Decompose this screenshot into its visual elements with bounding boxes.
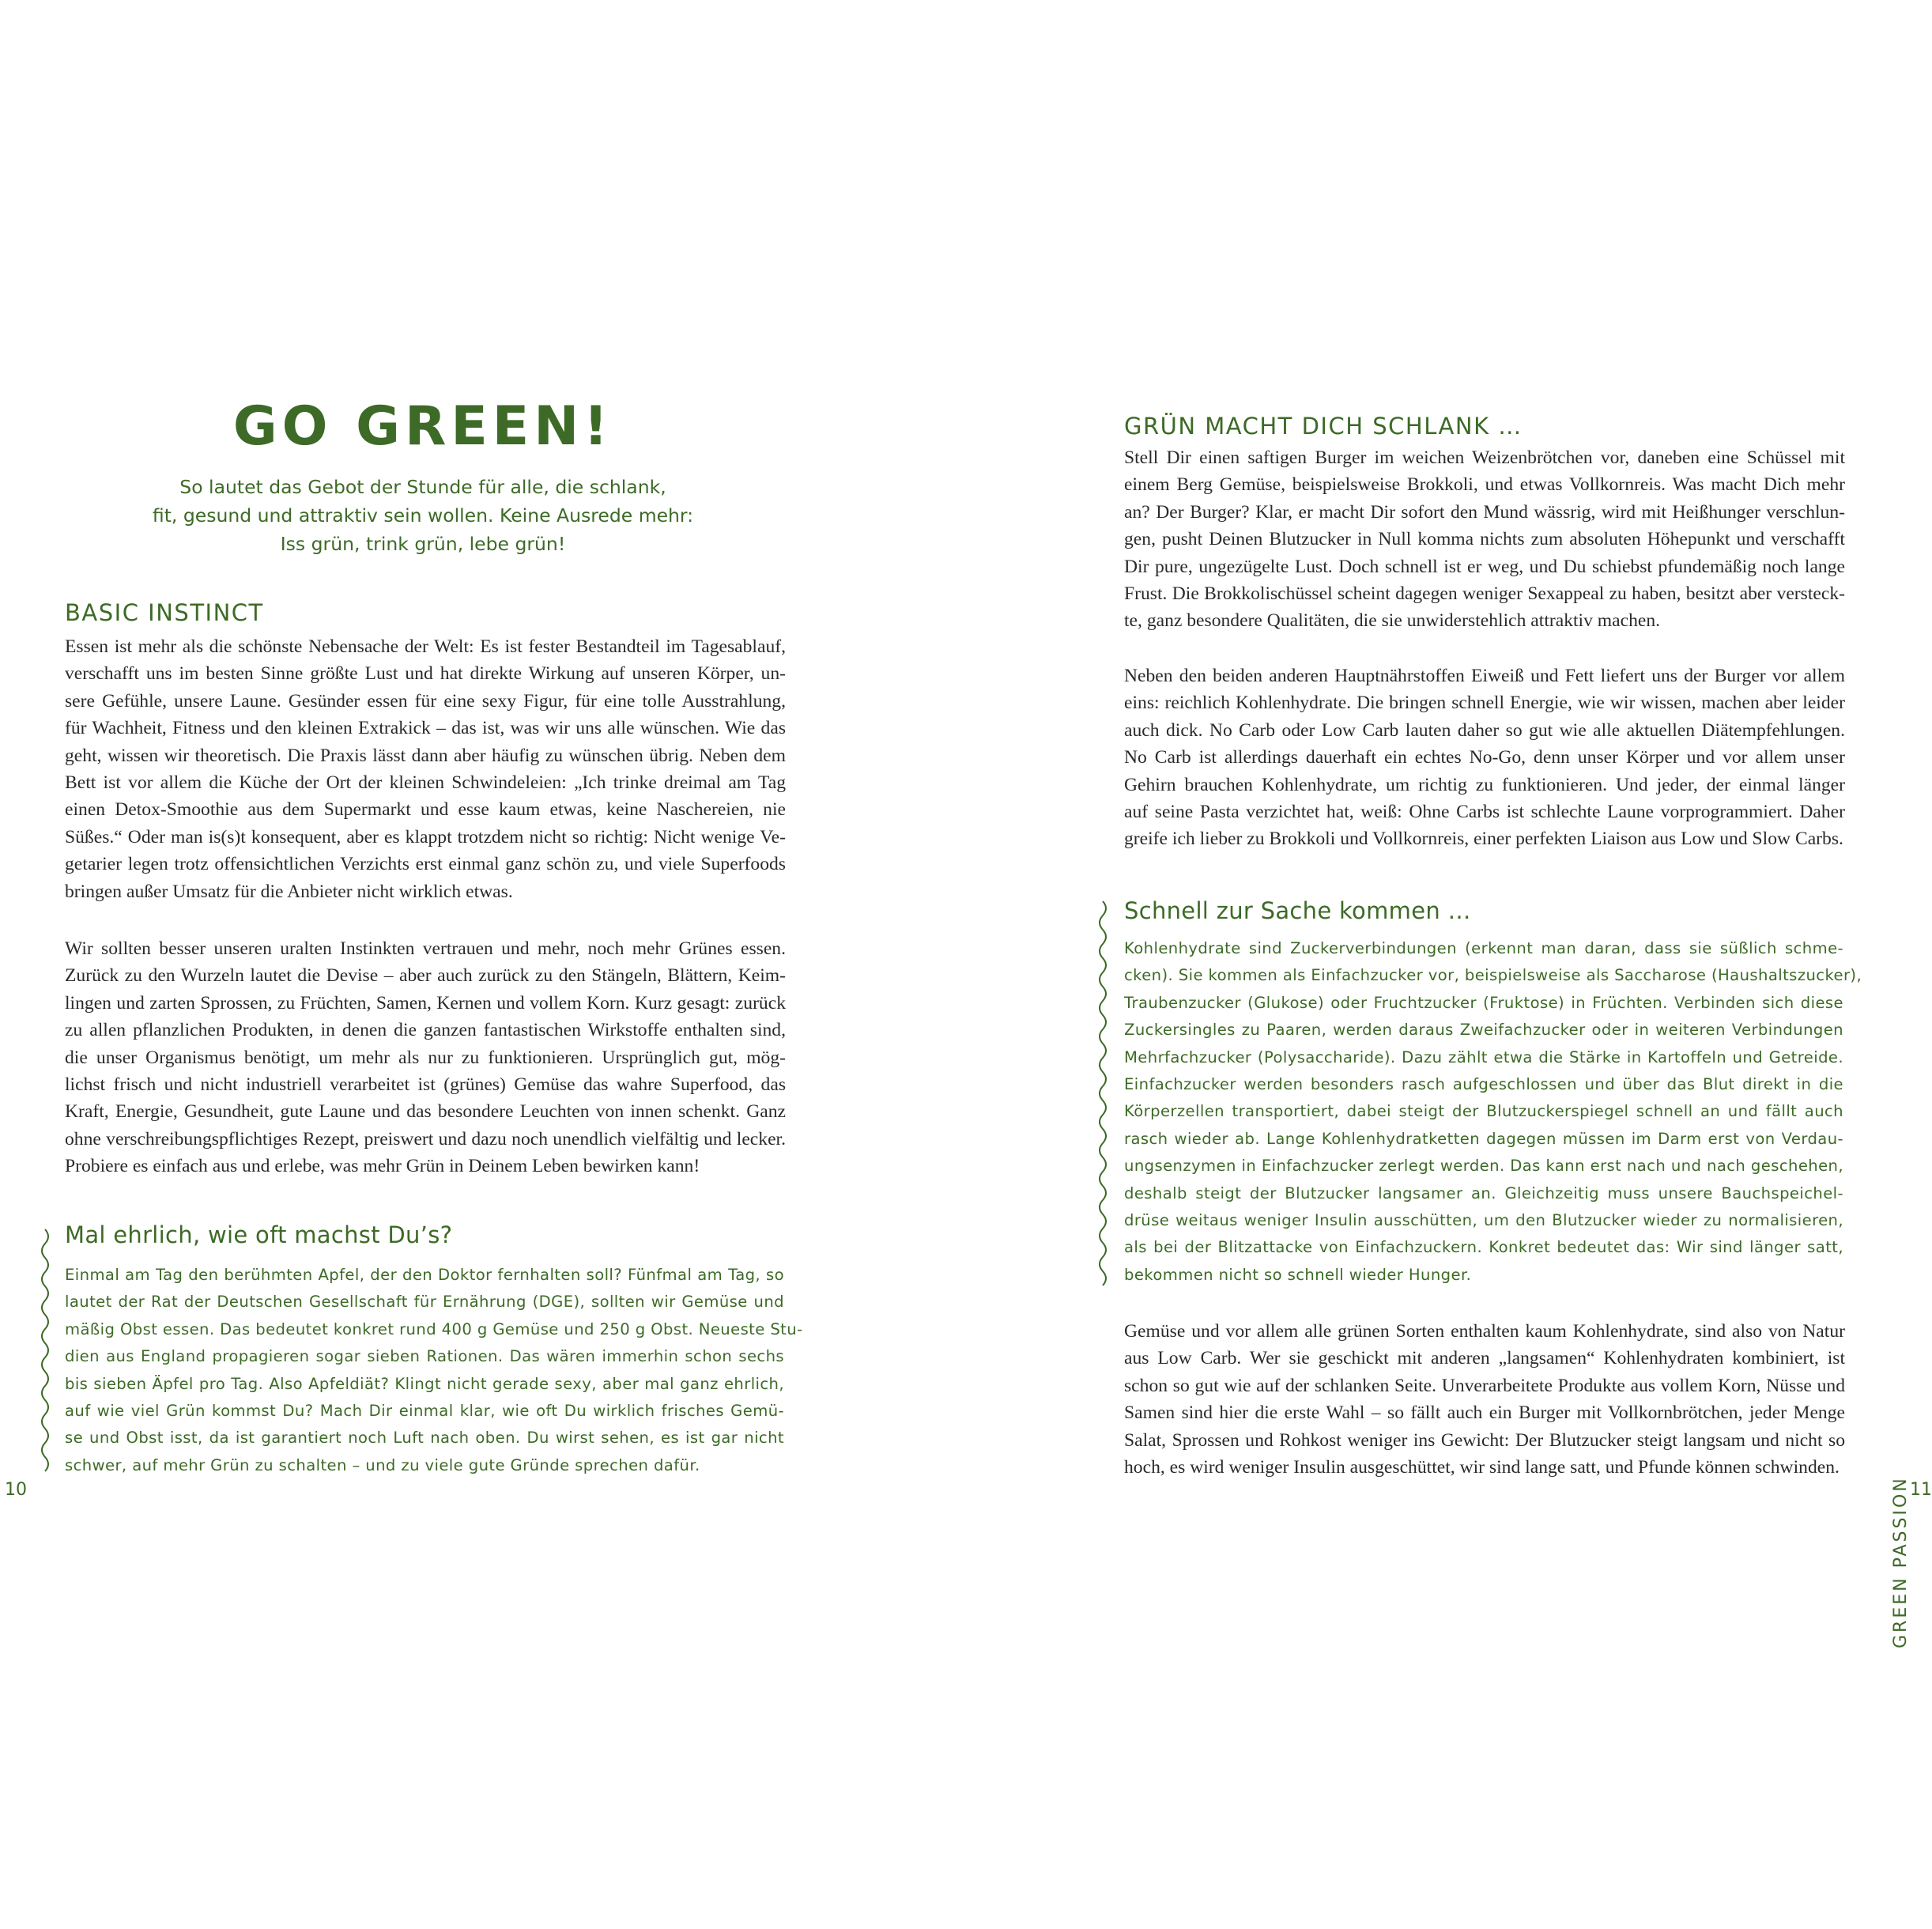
subtitle-line: Iss grün, trink grün, lebe grün!: [280, 533, 566, 555]
text-line: Salat, Sprossen und Rohkost weniger ins Gewicht: Der Blutzucker steigt langsam und nicht so: [1124, 1429, 1845, 1451]
text-line: ungsenzymen in Einfachzucker zerlegt werden. Das kann erst nach und nach geschehen,: [1124, 1157, 1843, 1176]
text-line: Körperzellen transportiert, dabei steigt der Blutzuckerspiegel schnell an und fällt auch: [1124, 1102, 1843, 1121]
text-line: für Wachheit, Fitness und den kleinen Extrakick – das ist, was wir uns alle wünschen. Wie das: [65, 718, 786, 739]
text-line: se und Obst isst, da ist garantiert noch Luft nach oben. Du wirst sehen, es ist gar nicht: [65, 1429, 784, 1448]
text-line: Stell Dir einen saftigen Burger im weichen Weizenbrötchen vor, daneben eine Schüssel mit: [1124, 447, 1845, 468]
text-line: die unser Organismus benötigt, um mehr als nur zu funktionieren. Ursprünglich gut, mög-: [65, 1047, 786, 1068]
text-line: Essen ist mehr als die schönste Nebensache der Welt: Es ist fester Bestandteil im Tagesablauf,: [65, 636, 786, 657]
text-line: No Carb ist allerdings dauerhaft ein echtes No-Go, denn unser Körper und vor allem unser: [1124, 747, 1845, 768]
body-paragraph-right-3: [1124, 1318, 1845, 1481]
text-line: getarier legen trotz offensichtlichen Verzichts erst einmal ganz schön zu, und viele Superfoods: [65, 854, 786, 875]
text-line: zu allen pflanzlichen Produkten, in denen die ganzen fantastischen Wirkstoffe enthalten sind,: [65, 1020, 786, 1041]
text-line: eins: reichlich Kohlenhydrate. Die bringen schnell Energie, wie wir wissen, machen aber leider: [1124, 693, 1845, 714]
subtitle-line: So lautet das Gebot der Stunde für alle, die schlank,: [179, 476, 666, 498]
body-paragraph-1: [65, 633, 786, 905]
wavy-divider-icon: [1094, 901, 1111, 1289]
body-paragraph-2: [65, 935, 786, 1180]
text-line: Samen sind hier die erste Wahl – so fällt auch ein Burger mit Vollkornbrötchen, jeder Menge: [1124, 1402, 1845, 1424]
text-line: Wir sollten besser unseren uralten Instinkten vertrauen und mehr, noch mehr Grünes essen.: [65, 938, 786, 959]
text-line: lingen und zarten Sprossen, zu Früchten, Samen, Kernen und vollem Korn. Kurz gesagt: zurück: [65, 992, 786, 1014]
text-line: bekommen nicht so schnell wieder Hunger.: [1124, 1265, 1472, 1284]
text-line: bis sieben Äpfel pro Tag. Also Apfeldiät? Klingt nicht gerade sexy, aber mal ganz ehrlich,: [65, 1374, 784, 1393]
text-line: verschafft uns im besten Sinne größte Lust und hat direkte Wirkung auf unseren Körper, un-: [65, 663, 786, 685]
text-line: drüse weitaus weniger Insulin ausschütten, um den Blutzucker wieder zu normalisieren,: [1124, 1211, 1843, 1230]
page-number-right: 11: [1910, 1480, 1932, 1500]
text-line: an? Der Burger? Klar, er macht Dir sofort den Mund wässrig, wird mit Heißhunger verschlun-: [1124, 501, 1845, 523]
text-line: Zuckersingles zu Paaren, werden daraus Zweifachzucker oder in weiteren Verbindungen: [1124, 1021, 1843, 1040]
text-line: ohne verschreibungspflichtiges Rezept, preiswert und dazu noch unendlich vielfältig und lecker.: [65, 1128, 786, 1149]
text-line: schon so gut wie auf der schlanken Seite. Unverarbeitete Produkte aus vollem Korn, Nüsse und: [1124, 1375, 1845, 1396]
right-page: [964, 0, 1932, 1929]
text-line: Kraft, Energie, Gesundheit, gute Laune und das besondere Leuchten von innen schenkt. Ganz: [65, 1101, 786, 1123]
text-line: einen Detox-Smoothie aus dem Supermarkt und esse kaum etwas, keine Naschereien, nie: [65, 799, 786, 821]
text-line: sere Gefühle, unsere Laune. Gesünder essen für eine sexy Figur, für eine tolle Ausstrahlung,: [65, 690, 786, 712]
page-title: GO GREEN!: [232, 395, 613, 458]
text-line: hoch, es wird weniger Insulin ausgeschüttet, wir sind lange satt, und Pfunde können schwinden.: [1124, 1457, 1840, 1478]
text-line: Gemüse und vor allem alle grünen Sorten enthalten kaum Kohlenhydrate, sind also von Natur: [1124, 1321, 1845, 1342]
text-line: mäßig Obst essen. Das bedeutet konkret rund 400 g Gemüse und 250 g Obst. Neueste Stu-: [65, 1319, 803, 1338]
text-line: auf wie viel Grün kommst Du? Mach Dir einmal klar, wie oft Du wirklich frisches Gemü-: [65, 1402, 784, 1421]
left-page: [0, 0, 964, 1929]
running-title-text: GREEN PASSION: [1891, 1476, 1911, 1648]
text-line: Mehrfachzucker (Polysaccharide). Dazu zählt etwa die Stärke in Kartoffeln und Getreide.: [1124, 1048, 1843, 1066]
running-title: [1883, 1474, 1915, 1648]
text-line: geht, wissen wir theoretisch. Die Praxis lässt dann aber häufig zu wünschen übrig. Neben dem: [65, 745, 786, 766]
text-line: Frust. Die Brokkolischüssel scheint dagegen weniger Sexappeal zu haben, besitzt aber versteck-: [1124, 583, 1845, 605]
section-heading-gruen-macht-schlank: GRÜN MACHT DICH SCHLANK …: [1124, 413, 1523, 440]
text-line: rasch wieder ab. Lange Kohlenhydratketten dagegen müssen im Darm erst von Verdau-: [1124, 1129, 1843, 1148]
text-line: cken). Sie kommen als Einfachzucker vor, beispielsweise als Saccharose (Haushaltszucker),: [1124, 966, 1862, 985]
box-text-schnell-zur-sache: [1124, 935, 1862, 1289]
wavy-divider-icon: [36, 1229, 54, 1474]
text-line: Süßes.“ Oder man is(s)t konsequent, aber es klappt trotzdem nicht so richtig: Nicht wenige Ve-: [65, 826, 786, 847]
text-line: lautet der Rat der Deutschen Gesellschaft für Ernährung (DGE), sollten wir Gemüse und: [65, 1293, 784, 1312]
page-number-left: 10: [5, 1480, 27, 1500]
text-line: lichst frisch und nicht industriell verarbeitet ist (grünes) Gemüse das wahre Superfood, das: [65, 1074, 786, 1096]
box-heading-schnell-zur-sache: Schnell zur Sache kommen …: [1124, 897, 1471, 924]
text-line: schwer, auf mehr Grün zu schalten – und zu viele gute Gründe sprechen dafür.: [65, 1455, 700, 1474]
text-line: dien aus England propagieren sogar sieben Rationen. Das wären immerhin schon sechs: [65, 1347, 784, 1366]
text-line: deshalb steigt der Blutzucker langsamer an. Gleichzeitig muss unsere Bauchspeichel-: [1124, 1183, 1843, 1202]
text-line: te, ganz besondere Qualitäten, die sie unwiderstehlich attraktiv machen.: [1124, 610, 1661, 632]
text-line: Gehirn brauchen Kohlenhydrate, um richtig zu funktionieren. Und jeder, der einmal länger: [1124, 774, 1845, 795]
box-heading-mal-ehrlich: Mal ehrlich, wie oft machst Du’s?: [65, 1221, 453, 1248]
section-heading-basic-instinct: BASIC INSTINCT: [65, 599, 264, 626]
text-line: Probiere es einfach aus und erlebe, was mehr Grün in Deinem Leben bewirken kann!: [65, 1156, 700, 1177]
body-paragraph-right-1: [1124, 444, 1845, 635]
text-line: auf seine Pasta verzichtet hat, weiß: Ohne Carbs ist schlechte Laune vorprogrammiert. Daher: [1124, 802, 1845, 823]
text-line: Einfachzucker werden besonders rasch aufgeschlossen und über das Blut direkt in die: [1124, 1075, 1843, 1094]
text-line: einem Berg Gemüse, beispielsweise Brokkoli, und etwas Vollkornreis. Was macht Dich mehr: [1124, 474, 1845, 496]
text-line: Dir pure, ungezügelte Lust. Doch schnell ist er weg, und Du schiebst pfundemäßig noch lange: [1124, 556, 1845, 577]
text-line: Neben den beiden anderen Hauptnährstoffen Eiweiß und Fett liefert uns der Burger vor allem: [1124, 666, 1845, 686]
body-paragraph-right-2: [1124, 663, 1845, 853]
text-line: Traubenzucker (Glukose) oder Fruchtzucker (Fruktose) in Früchten. Verbinden sich diese: [1124, 993, 1843, 1012]
text-line: auch dick. No Carb oder Low Carb lauten daher so gut wie alle aktuellen Diätempfehlungen.: [1124, 719, 1845, 741]
text-line: bringen außer Umsatz für die Anbieter nicht wirklich etwas.: [65, 881, 513, 902]
text-line: Kohlenhydrate sind Zuckerverbindungen (erkennt man daran, dass sie süßlich schme-: [1124, 939, 1843, 957]
text-line: Einmal am Tag den berühmten Apfel, der den Doktor fernhalten soll? Fünfmal am Tag, so: [65, 1266, 784, 1284]
page-subtitle: [95, 473, 751, 558]
text-line: Zurück zu den Wurzeln lautet die Devise – aber auch zurück zu den Stängeln, Blättern, Keim-: [65, 965, 786, 987]
text-line: als bei der Blitzattacke von Einfachzuckern. Konkret bedeutet das: Wir sind länger satt,: [1124, 1238, 1843, 1257]
text-line: aus Low Carb. Wer sie geschickt mit anderen „langsamen“ Kohlenhydraten kombiniert, ist: [1124, 1348, 1845, 1369]
text-line: greife ich lieber zu Brokkoli und Vollkornreis, einer perfekten Liaison aus Low und Slow Carbs.: [1124, 829, 1843, 850]
subtitle-line: fit, gesund und attraktiv sein wollen. Keine Ausrede mehr:: [152, 504, 694, 527]
text-line: Bett ist vor allem die Küche der Ort der kleinen Schwindeleien: „Ich trinke dreimal am Tag: [65, 772, 786, 794]
text-line: gen, pusht Deinen Blutzucker in Null komma nichts zum absoluten Höhepunkt und verschafft: [1124, 529, 1845, 550]
box-text-mal-ehrlich: [65, 1262, 803, 1479]
